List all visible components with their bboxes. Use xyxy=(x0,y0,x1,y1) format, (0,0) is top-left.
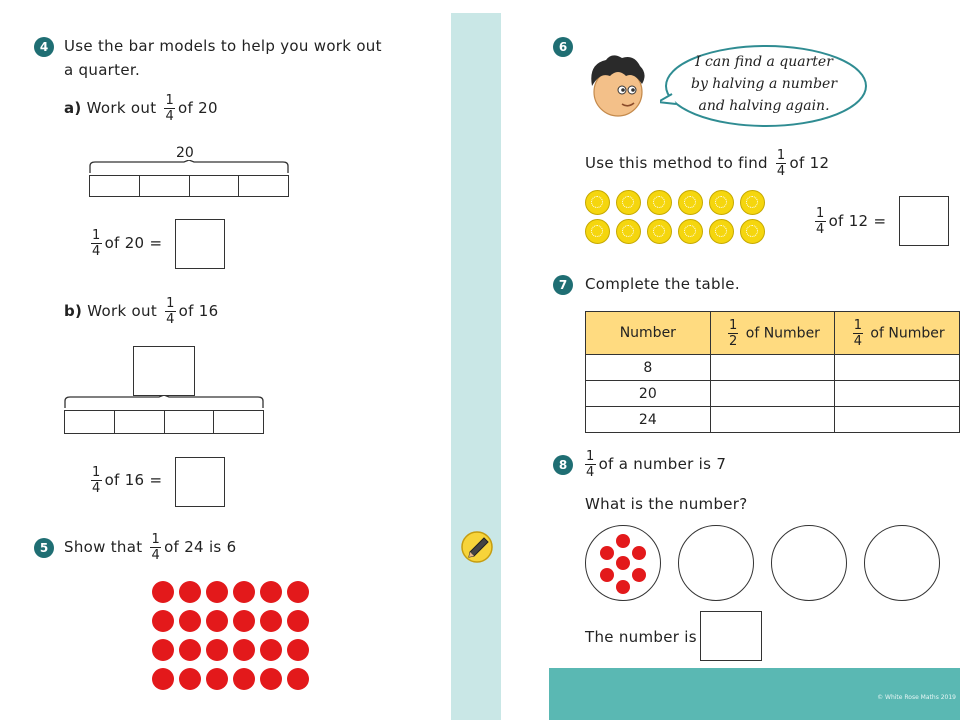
q4a-equation xyxy=(88,227,162,259)
q6-of-text: of 12 xyxy=(789,154,830,172)
red-counter xyxy=(233,639,255,661)
bar-part xyxy=(190,176,240,196)
q4a-brace xyxy=(89,160,289,174)
pencil-icon xyxy=(460,530,494,564)
red-counter xyxy=(206,610,228,632)
q8-empty-circle[interactable] xyxy=(678,525,754,601)
red-counter xyxy=(616,556,630,570)
q7-table xyxy=(585,311,960,433)
q8-answer-label: The number is xyxy=(585,628,697,646)
q4a-bar-model xyxy=(89,175,289,197)
table-cell-half-answer[interactable] xyxy=(710,355,835,381)
q4b-work-out: Work out xyxy=(87,302,157,320)
red-counter xyxy=(152,581,174,603)
q4a-of-text: of 20 xyxy=(178,99,218,117)
red-counter xyxy=(287,581,309,603)
yellow-counter xyxy=(709,190,734,215)
red-counter xyxy=(616,580,630,594)
center-divider-band xyxy=(451,13,501,720)
q6-coin-array xyxy=(585,190,770,246)
red-counter xyxy=(600,568,614,582)
yellow-counter xyxy=(740,190,765,215)
bar-part xyxy=(90,176,140,196)
q4b-of-text: of 16 xyxy=(178,302,219,320)
bar-part xyxy=(214,411,263,433)
bar-part xyxy=(115,411,165,433)
question-number-6: 6 xyxy=(553,37,573,57)
red-counter xyxy=(600,546,614,560)
q6-instruction xyxy=(585,147,829,179)
q6-instruction-text: Use this method to find xyxy=(585,154,768,172)
red-counter xyxy=(233,668,255,690)
q5-prompt xyxy=(64,531,236,563)
q4b-fraction: $\frac{1}{4}$ xyxy=(166,295,175,327)
q8-empty-circle[interactable] xyxy=(771,525,847,601)
red-counter xyxy=(179,668,201,690)
table-cell-number: 24 xyxy=(586,407,711,433)
speech-line-1: I can find a quarter xyxy=(695,54,833,70)
yellow-counter xyxy=(585,219,610,244)
red-counter xyxy=(287,639,309,661)
q4a-label: a) xyxy=(64,99,82,117)
q4a-bar-total: 20 xyxy=(176,145,194,161)
bar-part xyxy=(65,411,115,433)
table-cell-quarter-answer[interactable] xyxy=(835,381,960,407)
header-quarter-of-number: $\frac{1}{4}$ of Number xyxy=(835,312,960,355)
red-counter xyxy=(616,534,630,548)
red-counter xyxy=(260,610,282,632)
red-counter xyxy=(206,668,228,690)
boy-character-icon xyxy=(582,52,658,120)
yellow-counter xyxy=(678,190,703,215)
table-cell-half-answer[interactable] xyxy=(710,407,835,433)
red-counter xyxy=(152,639,174,661)
q6-eq-text: of 12 = xyxy=(828,212,887,230)
table-header-row xyxy=(586,312,960,355)
table-cell-half-answer[interactable] xyxy=(710,381,835,407)
yellow-counter xyxy=(616,190,641,215)
table-row xyxy=(586,355,960,381)
q5-counter-array xyxy=(152,581,312,693)
yellow-counter xyxy=(647,190,672,215)
red-counter xyxy=(152,610,174,632)
q6-equation xyxy=(812,205,886,237)
red-counter xyxy=(179,639,201,661)
red-counter xyxy=(287,668,309,690)
q4b-eq-fraction: $\frac{1}{4}$ xyxy=(92,464,101,496)
red-counter xyxy=(632,568,646,582)
red-counter xyxy=(260,581,282,603)
q4a-work-out: Work out xyxy=(86,99,157,117)
yellow-counter xyxy=(585,190,610,215)
question-number-8: 8 xyxy=(553,455,573,475)
q4a-prompt xyxy=(64,92,218,124)
speech-bubble xyxy=(660,44,868,130)
red-counter xyxy=(233,581,255,603)
q6-eq-fraction: $\frac{1}{4}$ xyxy=(816,205,825,237)
q4-instruction-line2: a quarter. xyxy=(64,61,141,79)
q4b-answer-box[interactable] xyxy=(175,457,225,507)
q4b-total-box[interactable] xyxy=(133,346,195,396)
yellow-counter xyxy=(616,219,641,244)
red-counter xyxy=(233,610,255,632)
q8-statement-text: of a number is 7 xyxy=(598,455,727,473)
q5-fraction: $\frac{1}{4}$ xyxy=(151,531,161,563)
q5-show-that: Show that xyxy=(64,538,143,556)
question-number-5: 5 xyxy=(34,538,54,558)
table-cell-quarter-answer[interactable] xyxy=(835,407,960,433)
q8-empty-circle[interactable] xyxy=(864,525,940,601)
red-counter xyxy=(206,581,228,603)
bar-part xyxy=(239,176,288,196)
bar-part xyxy=(140,176,190,196)
q8-question: What is the number? xyxy=(585,495,748,513)
q4b-bar-model xyxy=(64,410,264,434)
red-counter xyxy=(179,610,201,632)
red-counter xyxy=(632,546,646,560)
table-row xyxy=(586,381,960,407)
question-number-7: 7 xyxy=(553,275,573,295)
table-cell-number: 8 xyxy=(586,355,711,381)
q4b-prompt xyxy=(64,295,218,327)
yellow-counter xyxy=(709,219,734,244)
speech-line-2: by halving a number xyxy=(690,76,838,92)
copyright-text: © White Rose Maths 2019 xyxy=(877,694,956,701)
q4a-fraction: $\frac{1}{4}$ xyxy=(165,92,175,124)
q4a-eq-fraction: $\frac{1}{4}$ xyxy=(92,227,101,259)
q4-instruction-line1: Use the bar models to help you work out xyxy=(64,37,382,55)
yellow-counter xyxy=(647,219,672,244)
q8-circle-with-dots xyxy=(585,525,661,601)
q6-fraction: $\frac{1}{4}$ xyxy=(776,147,786,179)
q8-statement xyxy=(582,448,726,480)
q5-rest: of 24 is 6 xyxy=(164,538,237,556)
table-cell-number: 20 xyxy=(586,381,711,407)
red-counter xyxy=(179,581,201,603)
red-counter xyxy=(287,610,309,632)
q4b-equation xyxy=(88,464,162,496)
red-counter xyxy=(260,639,282,661)
table-cell-quarter-answer[interactable] xyxy=(835,355,960,381)
yellow-counter xyxy=(740,219,765,244)
q4b-label: b) xyxy=(64,302,83,320)
red-counter xyxy=(152,668,174,690)
q4a-answer-box[interactable] xyxy=(175,219,225,269)
red-counter xyxy=(206,639,228,661)
footer-strip xyxy=(549,668,960,720)
q6-answer-box[interactable] xyxy=(899,196,949,246)
bar-part xyxy=(165,411,215,433)
q8-fraction: $\frac{1}{4}$ xyxy=(586,448,595,480)
header-half-of-number: $\frac{1}{2}$ of Number xyxy=(710,312,835,355)
q8-answer-box[interactable] xyxy=(700,611,762,661)
q4a-eq-text: of 20 = xyxy=(104,234,163,252)
yellow-counter xyxy=(678,219,703,244)
q4b-brace xyxy=(64,395,264,409)
table-row xyxy=(586,407,960,433)
header-number: Number xyxy=(586,312,711,355)
q7-instruction: Complete the table. xyxy=(585,275,740,293)
red-counter xyxy=(260,668,282,690)
q4b-eq-text: of 16 = xyxy=(104,471,163,489)
question-number-4: 4 xyxy=(34,37,54,57)
speech-line-3: and halving again. xyxy=(698,98,830,114)
